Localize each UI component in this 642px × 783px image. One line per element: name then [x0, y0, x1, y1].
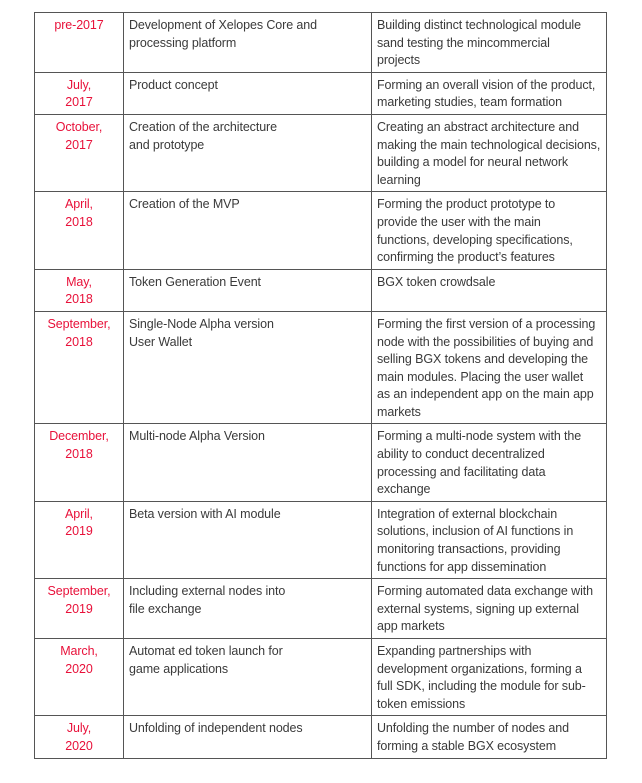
- row-description: Forming an overall vision of the product, marketing studies, team formation: [372, 72, 607, 114]
- row-milestone: Automat ed token launch for game applications: [124, 639, 372, 716]
- row-date: April, 2019: [35, 501, 124, 578]
- table-row: [35, 13, 607, 73]
- roadmap-body: [35, 13, 607, 759]
- table-row: [35, 579, 607, 639]
- row-description: Creating an abstract architecture and making the main technological decisions, building a model for neural network learning: [372, 114, 607, 191]
- roadmap-table: [34, 12, 607, 759]
- row-date: December, 2018: [35, 424, 124, 501]
- row-description: Unfolding the number of nodes and forming a stable BGX ecosystem: [372, 716, 607, 758]
- row-date: March, 2020: [35, 639, 124, 716]
- row-milestone: Token Generation Event: [124, 269, 372, 311]
- row-milestone: Single-Node Alpha version User Wallet: [124, 311, 372, 424]
- row-description: Forming a multi-node system with the ability to conduct decentralized processing and facilitating data exchange: [372, 424, 607, 501]
- row-description: BGX token crowdsale: [372, 269, 607, 311]
- row-description: Expanding partnerships with development organizations, forming a full SDK, including the module for sub- token emissions: [372, 639, 607, 716]
- table-row: [35, 639, 607, 716]
- row-date: September, 2019: [35, 579, 124, 639]
- row-description: Forming automated data exchange with external systems, signing up external app markets: [372, 579, 607, 639]
- row-milestone: Beta version with AI module: [124, 501, 372, 578]
- row-date: May, 2018: [35, 269, 124, 311]
- row-description: Forming the first version of a processing node with the possibilities of buying and selling BGX tokens and developing the main modules. Placing the user wallet as an independent app on the main app markets: [372, 311, 607, 424]
- table-row: [35, 192, 607, 269]
- row-milestone: Product concept: [124, 72, 372, 114]
- row-description: Forming the product prototype to provide the user with the main functions, developing specifications, confirming the product’s features: [372, 192, 607, 269]
- table-row: [35, 424, 607, 501]
- row-description: Integration of external blockchain solutions, inclusion of AI functions in monitoring transactions, providing functions for app dissemination: [372, 501, 607, 578]
- table-row: [35, 114, 607, 191]
- table-row: [35, 716, 607, 758]
- row-milestone: Creation of the MVP: [124, 192, 372, 269]
- row-date: September, 2018: [35, 311, 124, 424]
- row-date: April, 2018: [35, 192, 124, 269]
- row-date: October, 2017: [35, 114, 124, 191]
- row-description: Building distinct technological module sand testing the mincommercial projects: [372, 13, 607, 73]
- row-date: pre-2017: [35, 13, 124, 73]
- row-milestone: Unfolding of independent nodes: [124, 716, 372, 758]
- table-row: [35, 311, 607, 424]
- row-milestone: Development of Xelopes Core and processing platform: [124, 13, 372, 73]
- row-milestone: Including external nodes into file exchange: [124, 579, 372, 639]
- row-date: July, 2017: [35, 72, 124, 114]
- table-row: [35, 269, 607, 311]
- row-milestone: Creation of the architecture and prototype: [124, 114, 372, 191]
- row-date: July, 2020: [35, 716, 124, 758]
- table-row: [35, 501, 607, 578]
- row-milestone: Multi-node Alpha Version: [124, 424, 372, 501]
- table-row: [35, 72, 607, 114]
